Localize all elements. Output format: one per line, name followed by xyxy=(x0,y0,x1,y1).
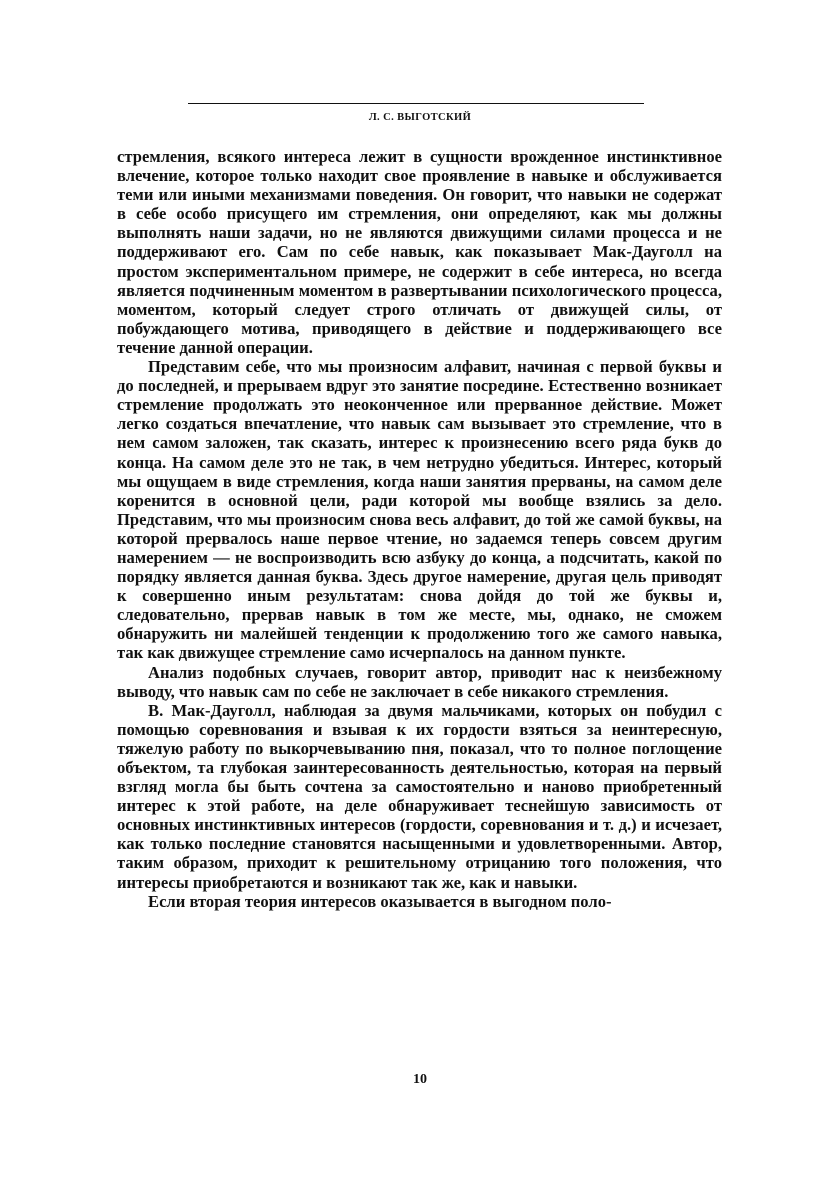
body-text xyxy=(117,147,722,911)
paragraph-5: Если вторая теория интересов оказывается в выгодном поло- xyxy=(148,891,612,911)
page-number: 10 xyxy=(413,1072,427,1087)
paragraph-3: Анализ подобных случаев, говорит автор, приводит нас к неизбежному выводу, что навык сам по себе не заключает в себе никакого стремления. xyxy=(117,662,722,701)
running-header: Л. С. ВЫГОТСКИЙ xyxy=(368,112,472,123)
paragraph-2: Представим себе, что мы произносим алфавит, начиная с первой буквы и до последней, и прерываем вдруг это занятие посредине. Естественно возникает стремление продолжать это неоконченное или прерванное действие. Может легко создаться впечатление, что навык сам вызывает это стремление, что в нем самом заложен, так сказать, интерес к произнесению всего ряда букв до конца. На самом деле это не так, в чем нетрудно убедиться. Интерес, который мы ощущаем в виде стремления, когда наши занятия прерваны, на самом деле коренится в основной цели, ради которой мы вообще взялись за дело. Представим, что мы произносим снова весь алфавит, до той же самой буквы, на которой прервалось наше первое чтение, но задаемся теперь совсем другим намерением — не воспроизводить всю азбуку до конца, а подсчитать, какой по порядку является данная буква. Здесь другое намерение, другая цель приводят к совершенно иным результатам: снова дойдя до той же буквы и, следовательно, прервав навык в том же месте, мы, однако, не сможем обнаружить ни малейшей тенденции к продолжению того же самого навыка, так как движущее стремление само исчерпалось на данном пункте. xyxy=(117,357,722,663)
paragraph-1: стремления, всякого интереса лежит в сущности врожденное инстинктивное влечение, которое только находит свое проявление в навыке и обслуживается теми или иными механизмами поведения. Он говорит, что навыки не содержат в себе особо присущего им стремления, они определяют, как мы должны выполнять наши задачи, но не являются движущими силами процесса и не поддерживают его. Сам по себе навык, как показывает Мак-Дауголл на простом экспериментальном примере, не содержит в себе интереса, но всегда является подчиненным моментом в развертывании психологического процесса, моментом, который следует строго отличать от движущей силы, от побуждающего мотива, приводящего в действие и поддерживающего все течение данной операции. xyxy=(117,147,722,357)
header-rule xyxy=(188,103,644,104)
paragraph-4: В. Мак-Дауголл, наблюдая за двумя мальчиками, которых он побудил с помощью соревнования и взывая к их гордости взяться за неинтересную, тяжелую работу по выкорчевыванию пня, показал, что то полное поглощение объектом, та глубокая заинтересованность деятельностью, которая на первый взгляд могла бы быть сочтена за самостоятельно и наново приобретенный интерес к этой работе, на деле обнаруживает теснейшую зависимость от основных инстинктивных интересов (гордости, соревнования и т. д.) и исчезает, как только последние становятся насыщенными и удовлетворенными. Автор, таким образом, приходит к решительному отрицанию того положения, что интересы приобретаются и возникают так же, как и навыки. xyxy=(117,700,722,892)
